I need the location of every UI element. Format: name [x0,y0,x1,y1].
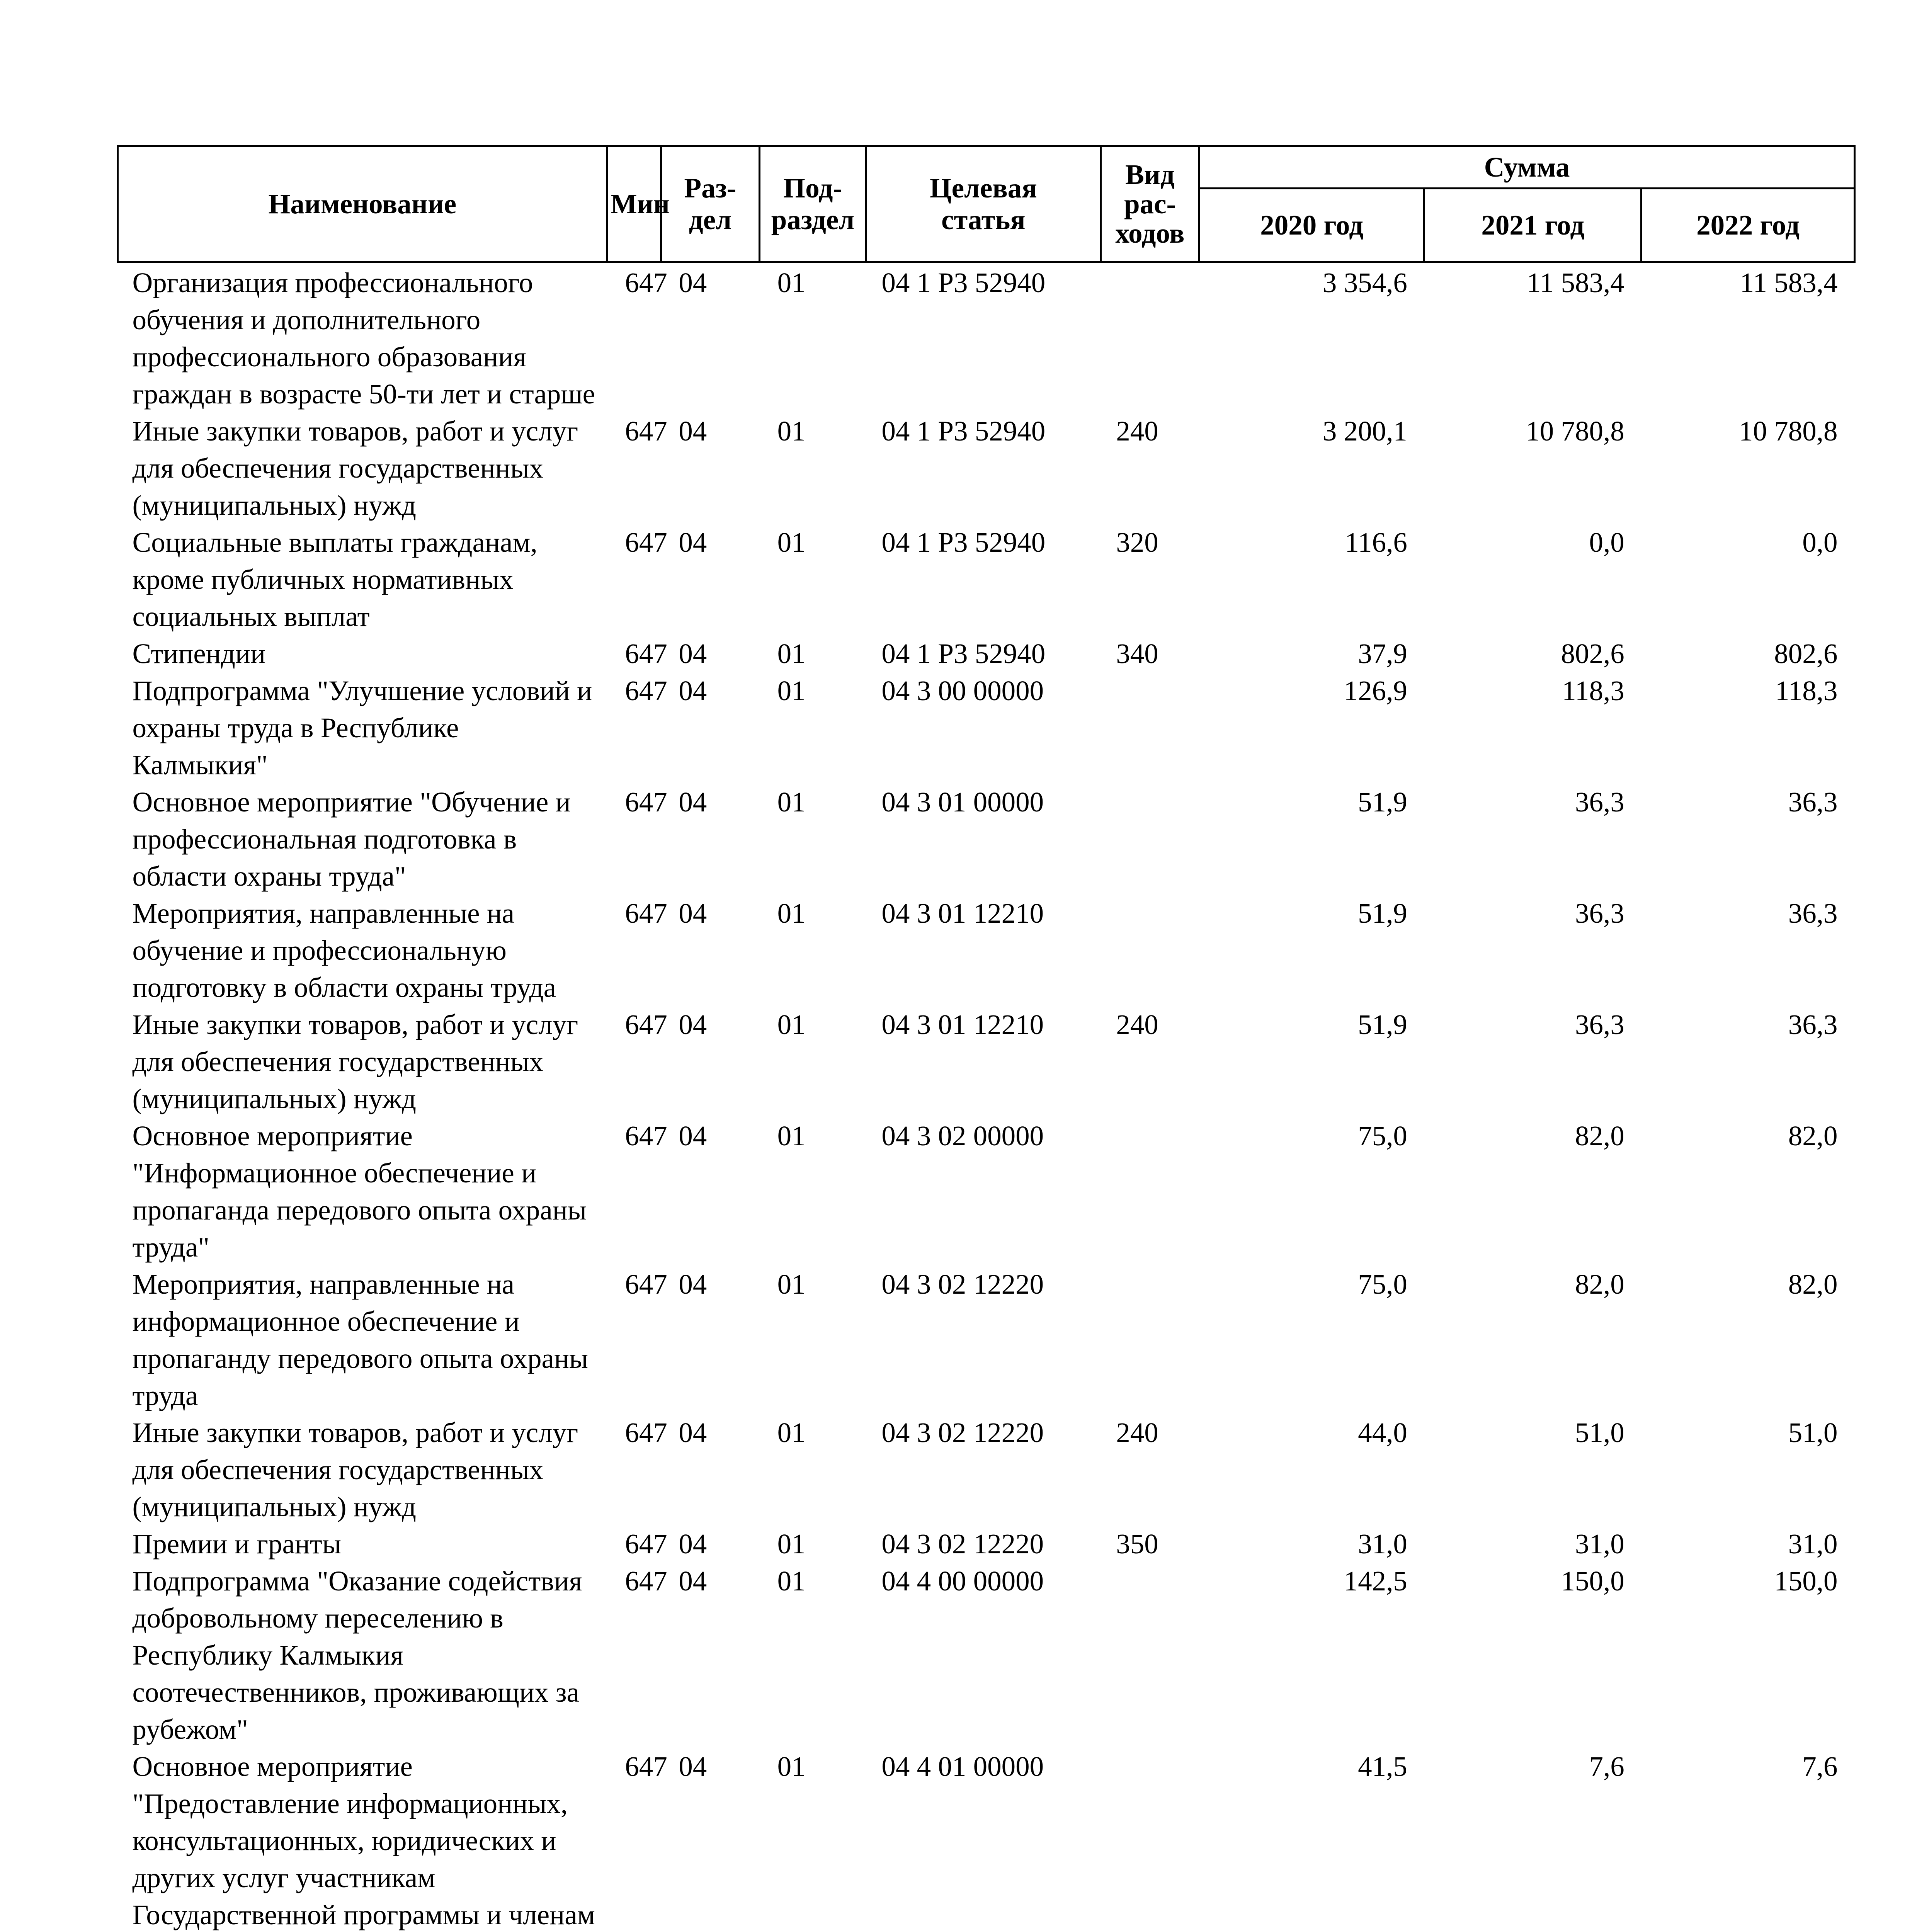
cell-razdel: 04 [679,1417,707,1448]
cell-name: Организация профессионального обучения и дополнительного профессионального образования граждан в возрасте 50-ти лет и старше [132,267,595,410]
cell-vid: 350 [1116,1528,1158,1560]
cell-min: 647 [625,1269,667,1300]
cell-razdel: 04 [679,1565,707,1597]
cell-2020: 51,9 [1358,898,1407,929]
table-row [118,895,1855,1006]
cell-2022: 36,3 [1788,1009,1838,1040]
cell-vid [1101,1117,1199,1266]
cell-vid [1101,262,1199,413]
cell-name: Иные закупки товаров, работ и услуг для обеспечения государственных (муниципальных) нужд [132,415,578,521]
cell-2020: 142,5 [1344,1565,1407,1597]
cell-2020: 3 354,6 [1322,267,1407,298]
cell-min: 647 [625,1751,667,1782]
cell-2022: 11 583,4 [1740,267,1838,298]
cell-name: Мероприятия, направленные на обучение и профессиональную подготовку в области охраны труда [132,898,556,1003]
cell-tselevaya: 04 3 01 12210 [881,1009,1044,1040]
header-tselevaya [866,146,1101,262]
cell-2021: 36,3 [1575,786,1624,818]
cell-name: Стипендии [132,638,266,669]
cell-2021: 0,0 [1589,527,1624,558]
cell-tselevaya: 04 3 00 00000 [881,675,1044,706]
cell-podrazdel: 01 [777,675,806,706]
cell-vid [1101,672,1199,784]
cell-razdel: 04 [679,1269,707,1300]
cell-2021: 82,0 [1575,1269,1624,1300]
cell-tselevaya: 04 3 01 00000 [881,786,1044,818]
cell-podrazdel: 01 [777,415,806,447]
table-row [118,1117,1855,1266]
cell-2022: 7,6 [1802,1751,1838,1782]
cell-vid: 240 [1116,415,1158,447]
cell-min: 647 [625,1528,667,1560]
cell-min: 647 [625,1009,667,1040]
cell-vid: 240 [1116,1009,1158,1040]
cell-2020: 31,0 [1358,1528,1407,1560]
cell-tselevaya: 04 1 P3 52940 [881,267,1046,298]
table-row [118,672,1855,784]
cell-name: Основное мероприятие "Обучение и профессиональная подготовка в области охраны труда" [132,786,571,892]
cell-name: Подпрограмма "Улучшение условий и охраны труда в Республике Калмыкия" [132,675,592,781]
header-vid [1101,146,1199,262]
cell-2022: 10 780,8 [1739,415,1838,447]
cell-vid [1101,895,1199,1006]
cell-2021: 31,0 [1575,1528,1624,1560]
cell-tselevaya: 04 3 02 12220 [881,1417,1044,1448]
cell-tselevaya: 04 4 00 00000 [881,1565,1044,1597]
cell-2021: 11 583,4 [1526,267,1624,298]
cell-tselevaya: 04 1 P3 52940 [881,527,1046,558]
cell-min: 647 [625,1120,667,1151]
cell-name: Основное мероприятие "Предоставление информационных, консультационных, юридических и других услуг участникам Государственной программы и членам [132,1751,595,1930]
cell-2021: 51,0 [1575,1417,1624,1448]
table-row [118,413,1855,524]
cell-podrazdel: 01 [777,1528,806,1560]
cell-tselevaya: 04 3 02 12220 [881,1528,1044,1560]
cell-vid [1101,1563,1199,1748]
cell-min: 647 [625,638,667,669]
cell-2022: 36,3 [1788,898,1838,929]
header-razdel [661,146,759,262]
cell-podrazdel: 01 [777,638,806,669]
cell-2021: 36,3 [1575,1009,1624,1040]
header-razdel-line1: Раз- [684,172,737,204]
cell-2020: 116,6 [1345,527,1407,558]
header-tselevaya-line1: Целевая [929,172,1037,204]
cell-podrazdel: 01 [777,1565,806,1597]
cell-2021: 7,6 [1589,1751,1624,1782]
table-row [118,1748,1855,1932]
header-vid-line1: Вид [1125,158,1175,190]
cell-razdel: 04 [679,1009,707,1040]
table-row [118,262,1855,413]
cell-min: 647 [625,527,667,558]
cell-min: 647 [625,415,667,447]
cell-podrazdel: 01 [777,1009,806,1040]
cell-2020: 51,9 [1358,786,1407,818]
cell-vid [1101,784,1199,895]
table-row [118,524,1855,635]
cell-2022: 802,6 [1774,638,1838,669]
cell-podrazdel: 01 [777,1120,806,1151]
cell-podrazdel: 01 [777,527,806,558]
cell-tselevaya: 04 1 P3 52940 [881,415,1046,447]
cell-razdel: 04 [679,786,707,818]
cell-2022: 36,3 [1788,786,1838,818]
cell-2021: 802,6 [1561,638,1624,669]
cell-2020: 41,5 [1358,1751,1407,1782]
table-body [118,262,1855,1932]
budget-table [117,145,1856,1932]
cell-2021: 36,3 [1575,898,1624,929]
header-razdel-line2: дел [689,204,732,235]
cell-razdel: 04 [679,267,707,298]
cell-min: 647 [625,1565,667,1597]
cell-name: Подпрограмма "Оказание содействия добровольному переселению в Республику Калмыкия соотечественников, проживающих за рубежом" [132,1565,582,1745]
cell-2022: 150,0 [1774,1565,1838,1597]
cell-min: 647 [625,786,667,818]
cell-razdel: 04 [679,1751,707,1782]
table-row [118,1414,1855,1526]
cell-tselevaya: 04 1 P3 52940 [881,638,1046,669]
cell-2021: 10 780,8 [1526,415,1624,447]
table-header [118,146,1855,262]
table-row [118,1526,1855,1563]
cell-2021: 118,3 [1562,675,1624,706]
cell-name: Иные закупки товаров, работ и услуг для обеспечения государственных (муниципальных) нужд [132,1417,578,1522]
cell-tselevaya: 04 3 02 12220 [881,1269,1044,1300]
cell-2020: 75,0 [1358,1269,1407,1300]
header-summa: Сумма [1199,146,1855,189]
table-row [118,784,1855,895]
cell-podrazdel: 01 [777,898,806,929]
cell-vid [1101,1748,1199,1932]
cell-2020: 44,0 [1358,1417,1407,1448]
cell-2020: 3 200,1 [1322,415,1407,447]
header-min: Мин [607,146,661,262]
cell-name: Основное мероприятие "Информационное обеспечение и пропаганда передового опыта охраны труда" [132,1120,587,1263]
cell-podrazdel: 01 [777,1269,806,1300]
cell-vid [1101,1266,1199,1414]
cell-name: Премии и гранты [132,1528,341,1560]
cell-2020: 37,9 [1358,638,1407,669]
cell-razdel: 04 [679,527,707,558]
cell-2022: 31,0 [1788,1528,1838,1560]
cell-2020: 126,9 [1344,675,1407,706]
cell-min: 647 [625,898,667,929]
cell-2022: 0,0 [1802,527,1838,558]
table-row [118,1563,1855,1748]
cell-2021: 150,0 [1561,1565,1624,1597]
cell-name: Социальные выплаты гражданам, кроме публичных нормативных социальных выплат [132,527,538,632]
cell-name: Мероприятия, направленные на информационное обеспечение и пропаганду передового опыта охраны труда [132,1269,588,1411]
header-name: Наименование [118,146,607,262]
header-tselevaya-line2: статья [941,204,1026,235]
cell-razdel: 04 [679,1120,707,1151]
header-2020: 2020 год [1199,189,1424,262]
cell-tselevaya: 04 4 01 00000 [881,1751,1044,1782]
cell-podrazdel: 01 [777,267,806,298]
table-row [118,1006,1855,1117]
cell-podrazdel: 01 [777,1417,806,1448]
cell-vid: 340 [1116,638,1158,669]
cell-min: 647 [625,675,667,706]
header-podrazdel [760,146,866,262]
cell-vid: 320 [1116,527,1158,558]
cell-2022: 82,0 [1788,1120,1838,1151]
header-2022: 2022 год [1641,189,1855,262]
cell-vid: 240 [1116,1417,1158,1448]
table-row [118,1266,1855,1414]
cell-podrazdel: 01 [777,786,806,818]
cell-2021: 82,0 [1575,1120,1624,1151]
cell-2020: 51,9 [1358,1009,1407,1040]
cell-min: 647 [625,1417,667,1448]
cell-podrazdel: 01 [777,1751,806,1782]
cell-2022: 82,0 [1788,1269,1838,1300]
cell-2022: 118,3 [1775,675,1838,706]
cell-tselevaya: 04 3 01 12210 [881,898,1044,929]
header-vid-line3: ходов [1115,217,1185,249]
cell-razdel: 04 [679,898,707,929]
cell-name: Иные закупки товаров, работ и услуг для обеспечения государственных (муниципальных) нужд [132,1009,578,1114]
cell-2022: 51,0 [1788,1417,1838,1448]
header-podrazdel-line1: Под- [783,172,842,204]
cell-razdel: 04 [679,675,707,706]
cell-razdel: 04 [679,415,707,447]
cell-tselevaya: 04 3 02 00000 [881,1120,1044,1151]
table-row [118,635,1855,672]
cell-min: 647 [625,267,667,298]
header-2021: 2021 год [1424,189,1641,262]
cell-razdel: 04 [679,638,707,669]
header-podrazdel-line2: раздел [771,204,855,235]
cell-razdel: 04 [679,1528,707,1560]
header-vid-line2: рас- [1124,188,1176,219]
cell-2020: 75,0 [1358,1120,1407,1151]
